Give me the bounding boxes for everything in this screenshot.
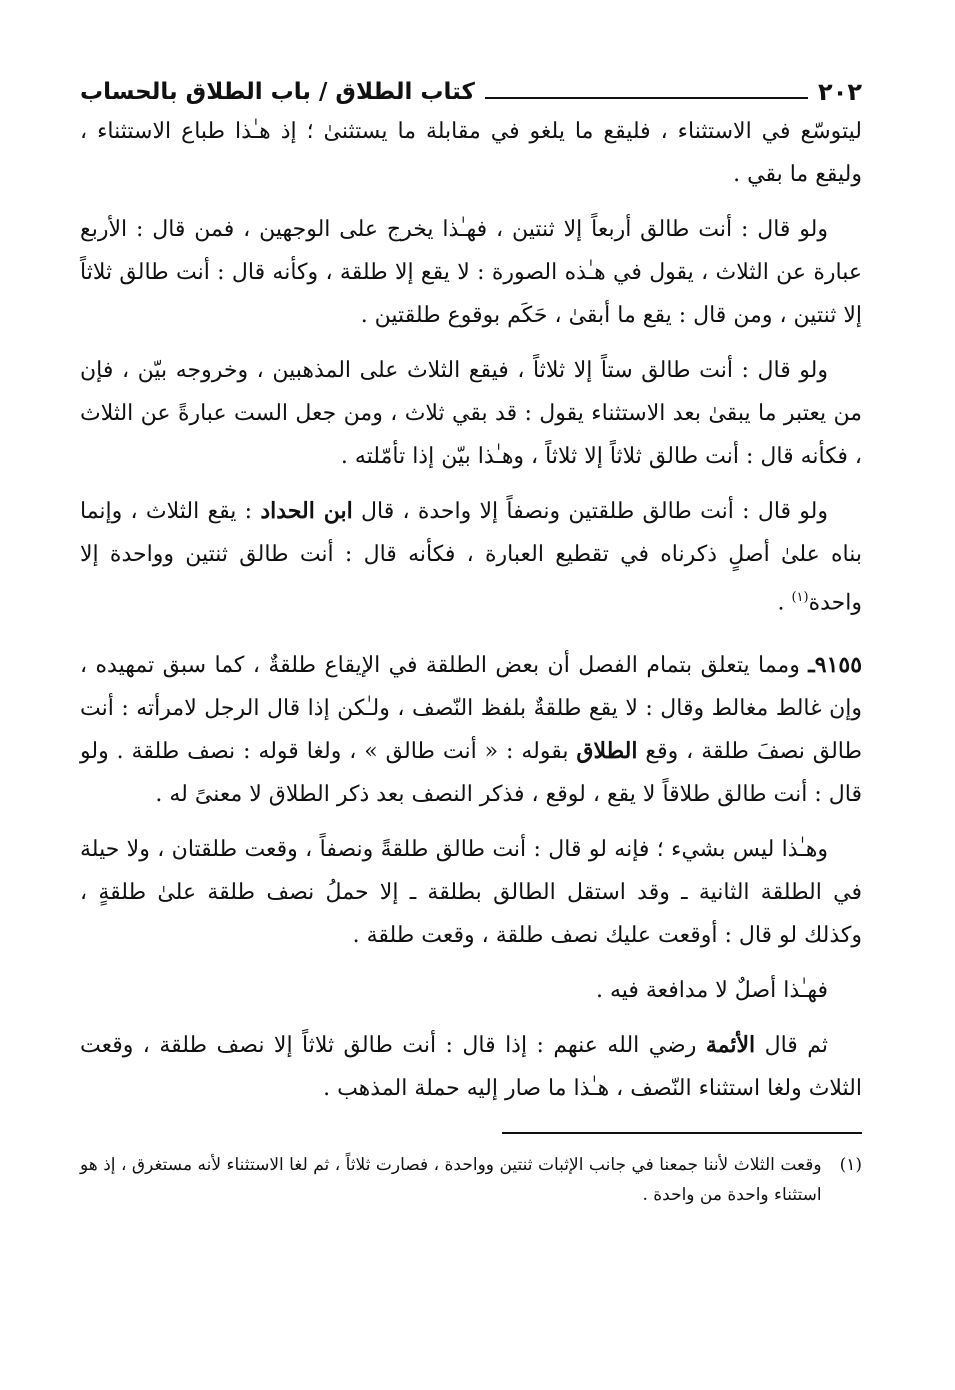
paragraph-3: ولو قال : أنت طالق ستاً إلا ثلاثاً ، فيقع الثلاث على المذهبين ، وخروجه بيّن ، فإن من يعتبر ما يبقىٰ بعد الاستثناء يقول : قد بقي ثلاث ، ومن جعل الست عبارةً عن الثلاث ، فكأنه قال : أنت طالق ثلاثاً إلا ثلاثاً ، وهـٰذا بيّن إذا تأمّلته .: [80, 358, 862, 469]
footnote-mark: (١): [839, 1155, 862, 1176]
paragraph-7: فهـٰذا أصلٌ لا مدافعة فيه .: [595, 978, 828, 1004]
paragraph-4-end: .: [777, 590, 785, 616]
bold-term-imams: الأئمة: [705, 1032, 756, 1059]
running-header: [80, 78, 862, 110]
paragraph-5-part-b: بقوله : « أنت طالق » ، ولغا قوله : نصف طلقة . ولو قال : أنت طالق طلاقاً لا يقع ، لوقع ، فذكر النصف بعد ذكر الطلاق لا معنىً له .: [80, 739, 862, 808]
paragraph-4-part-a: ولو قال : أنت طالق طلقتين ونصفاً إلا واحدة ، قال: [361, 499, 828, 524]
header-rule: [485, 97, 808, 99]
footnote-rule: [502, 1132, 862, 1134]
section-number: ٩١٥٥ـ: [808, 652, 863, 679]
paragraph-1: ليتوسّع في الاستثناء ، فليقع ما يلغو في مقابلة ما يستثنىٰ ؛ إذ هـٰذا طباع الاستثناء ، وليقع ما بقي .: [80, 119, 862, 187]
paragraph-5-part-a: ومما يتعلق بتمام الفصل أن بعض الطلقة في الإيقاع طلقةٌ ، كما سبق تمهيده ، وإن غالط مغالط وقال : لا يقع طلقةٌ بلفظ النّصف ، ولـٰكن إذا قال الرجل لامرأته : أنت طالق نصفَ طلقة ، وقع: [80, 653, 863, 765]
footnote: [80, 1150, 862, 1210]
paragraph-8: [80, 1024, 862, 1110]
chapter-title: كتاب الطلاق / باب الطلاق بالحساب: [80, 79, 475, 105]
paragraph-6: وهـٰذا ليس بشيء ؛ فإنه لو قال : أنت طالق طلقةً ونصفاً ، وقعت طلقتان ، ولا حيلة في الطلقة الثانية ـ وقد استقل الطالق بطلقة ـ إلا حملُ نصف طلقة علىٰ طلقةٍ ، وكذلك لو قال : أوقعت عليك نصف طلقة ، وقعت طلقة .: [80, 837, 862, 949]
footnote-reference[interactable]: (١): [791, 590, 809, 605]
paragraph-4: [80, 490, 862, 624]
paragraph-8-part-a: ثم قال: [764, 1033, 828, 1059]
bold-term: الطلاق: [576, 738, 638, 765]
paragraph-5: [80, 644, 862, 816]
paragraph-2: ولو قال : أنت طالق أربعاً إلا ثنتين ، فهـٰذا يخرج على الوجهين ، فمن قال : الأربع عبارة عن الثلاث ، يقول في هـٰذه الصورة : لا يقع إلا طلقة ، وكأنه قال : أنت طالق ثلاثاً إلا ثنتين ، ومن قال : يقع ما أبقىٰ ، حَكَم بوقوع طلقتين .: [80, 217, 862, 328]
paragraph-8-part-b: رضي الله عنهم : إذا قال : أنت طالق ثلاثاً إلا نصف طلقة ، وقعت الثلاث ولغا استثناء النّصف ، هـٰذا ما صار إليه حملة المذهب .: [80, 1033, 862, 1102]
footnote-text: وقعت الثلاث لأننا جمعنا في جانب الإثبات ثنتين وواحدة ، فصارت ثلاثاً ، ثم لغا الاستثناء لأنه مستغرق ، إذ هو استثناء واحدة من واحدة .: [80, 1155, 822, 1206]
scholar-name: ابن الحداد: [260, 498, 353, 524]
page-number: ٢٠٢: [818, 78, 862, 106]
book-page: [80, 78, 862, 1210]
paragraph-4-part-b: : يقع الثلاث ، وإنما بناه علىٰ أصلٍ ذكرناه في تقطيع العبارة ، فكأنه قال : أنت طالق ثنتين وواحدة إلا واحدة: [80, 499, 862, 616]
